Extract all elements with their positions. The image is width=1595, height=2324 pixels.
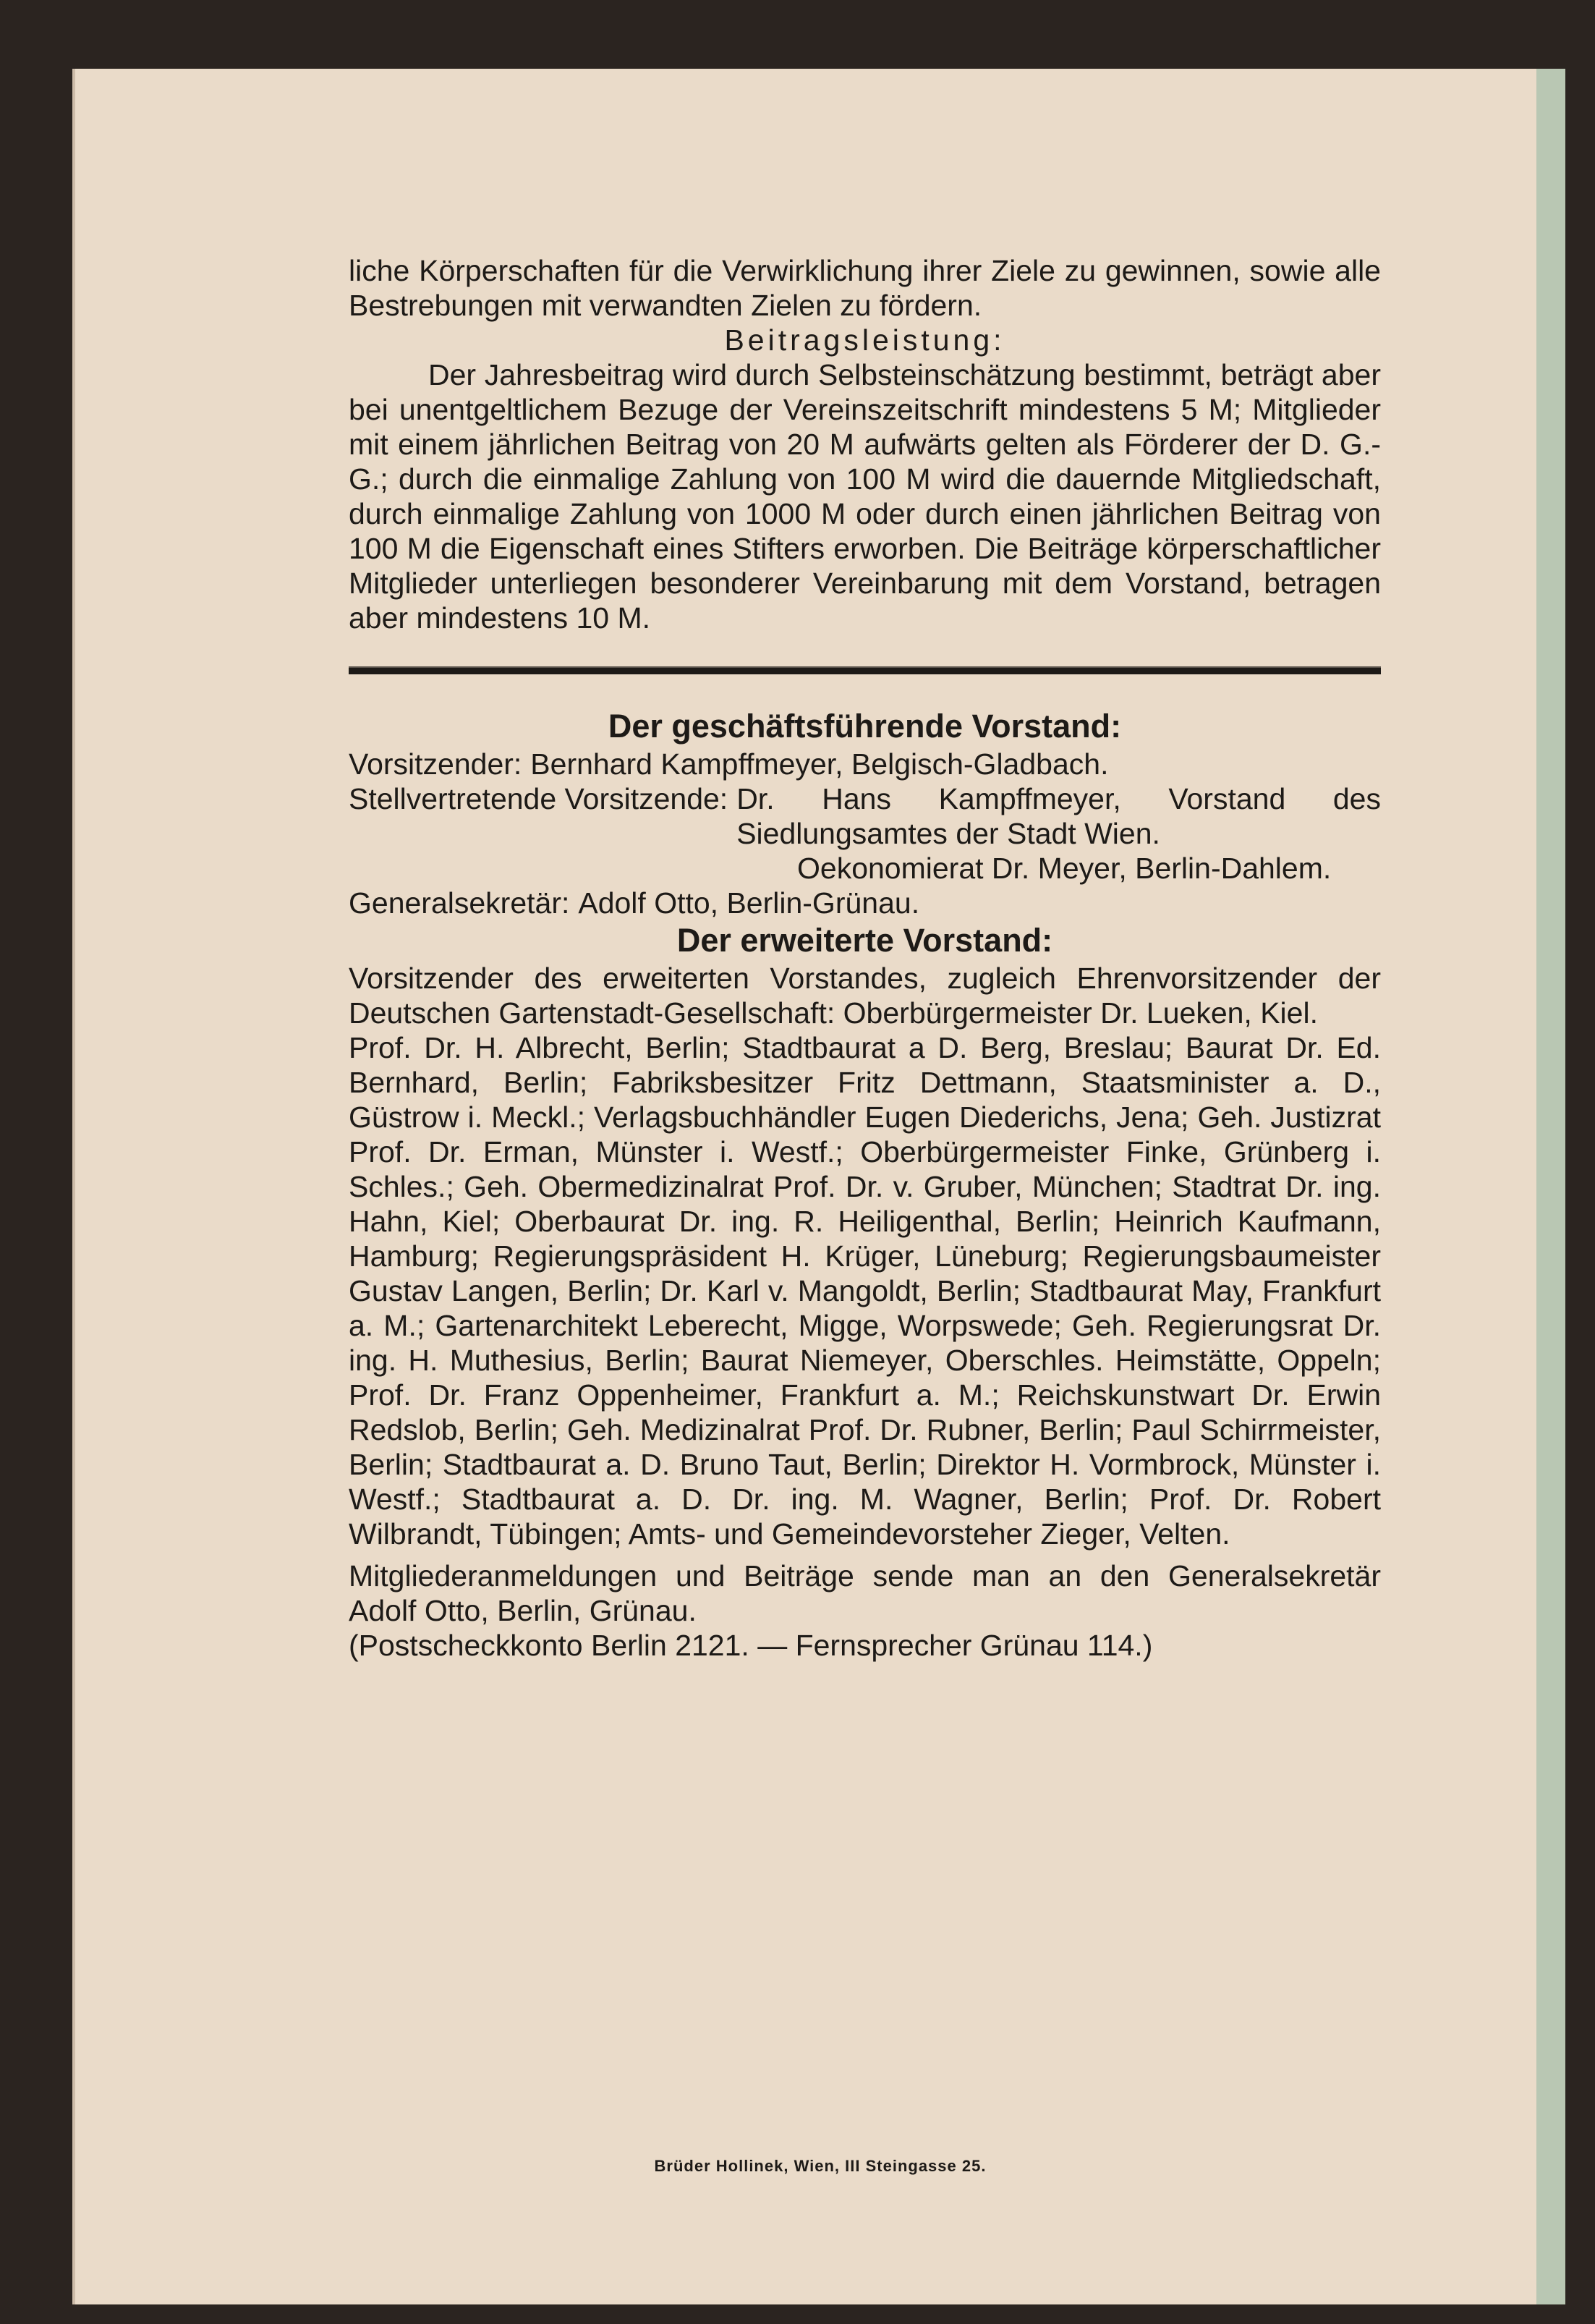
secretary-value: Adolf Otto, Berlin-Grünau. <box>578 886 920 920</box>
erweitert-members-paragraph: Prof. Dr. H. Albrecht, Berlin; Stadtbaurat a D. Berg, Breslau; Baurat Dr. Ed. Bernhard, Berlin; Fabriksbesitzer Fritz Dettmann, Staatsminister a. D., Güstrow i. Meckl.; Verlagsbuchhändler Eugen Diederichs, Jena; Geh. Justizrat Prof. Dr. Erman, Münster i. Westf.; Oberbürgermeister Finke, Grünberg i. Schles.; Geh. Obermedizinalrat Prof. Dr. v. Gruber, München; Stadtrat Dr. ing. Hahn, Kiel; Oberbaurat Dr. ing. R. Heiligenthal, Berlin; Heinrich Kaufmann, Hamburg; Regierungspräsident H. Krüger, Lüneburg; Regierungsbaumeister Gustav Langen, Berlin; Dr. Karl v. Mangoldt, Berlin; Stadtbaurat May, Frankfurt a. M.; Gartenarchitekt Leberecht, Migge, Worpswede; Geh. Regierungsrat Dr. ing. H. Muthesius, Berlin; Baurat Niemeyer, Oberschles. Heimstätte, Oppeln; Prof. Dr. Franz Oppenheimer, Frankfurt a. M.; Reichskunstwart Dr. Erwin Redslob, Berlin; Geh. Medizinalrat Prof. Dr. Rubner, Berlin; Paul Schirrmeister, Berlin; Stadtbaurat a. D. Bruno Taut, Berlin; Direktor H. Vormbrock, Münster i. Westf.; Stadtbaurat a. D. Dr. ing. M. Wagner, Berlin; Prof. Dr. Robert Wilbrandt, Tübingen; Amts- und Gemeindevorsteher Zieger, Velten. <box>349 1031 1381 1551</box>
deputy-value-2: Oekonomierat Dr. Meyer, Berlin-Dahlem. <box>797 852 1332 885</box>
secretary-row <box>349 886 1381 920</box>
deputy-row <box>349 781 1381 851</box>
chair-label: Vorsitzender: <box>349 747 522 781</box>
deputy-label: Stellvertretende Vorsitzende: <box>349 782 728 815</box>
intro-paragraph: liche Körperschaften für die Verwirklichung ihrer Ziele zu gewinnen, sowie alle Bestrebungen mit verwandten Zielen zu fördern. <box>349 254 1381 322</box>
contact-line: (Postscheckkonto Berlin 2121. — Fernsprecher Grünau 114.) <box>349 1629 1153 1662</box>
deputy-value: Dr. Hans Kampffmeyer, Vorstand des Siedlungsamtes der Stadt Wien. <box>736 782 1381 850</box>
beitrag-heading: Beitragsleistung: <box>724 323 1005 357</box>
registration-paragraph: Mitgliederanmeldungen und Beiträge sende man an den Generalsekretär Adolf Otto, Berlin, Grünau. <box>349 1559 1381 1627</box>
page-edge <box>1536 69 1565 2304</box>
divider-rule <box>349 666 1381 674</box>
erweitert-heading: Der erweiterte Vorstand: <box>676 922 1053 959</box>
erweitert-chair-paragraph: Vorsitzender des erweiterten Vorstandes, zugleich Ehrenvorsitzender der Deutschen Gartenstadt-Gesellschaft: Oberbürgermeister Dr. Lueken, Kiel. <box>349 962 1381 1030</box>
page <box>72 69 1565 2304</box>
chair-value: Bernhard Kampffmeyer, Belgisch-Gladbach. <box>530 747 1109 781</box>
printer-imprint: Brüder Hollinek, Wien, III Steingasse 25. <box>654 2157 987 2175</box>
beitrag-paragraph: Der Jahresbeitrag wird durch Selbsteinschätzung bestimmt, beträgt aber bei unentgeltlichem Bezuge der Vereinszeitschrift mindestens 5 M; Mitglieder mit einem jährlichen Beitrag von 20 M aufwärts gelten als Förderer der D. G.-G.; durch die einmalige Zahlung von 100 M wird die dauernde Mitgliedschaft, durch einmalige Zahlung von 1000 M oder durch einen jährlichen Beitrag von 100 M die Eigenschaft eines Stifters erworben. Die Beiträge körperschaftlicher Mitglieder unterliegen besonderer Vereinbarung mit dem Vorstand, betragen aber mindestens 10 M. <box>349 358 1381 635</box>
secretary-label: Generalsekretär: <box>349 886 570 920</box>
text-block <box>349 253 1381 1663</box>
vorstand-heading: Der geschäftsführende Vorstand: <box>608 708 1122 745</box>
chair-row <box>349 747 1381 781</box>
